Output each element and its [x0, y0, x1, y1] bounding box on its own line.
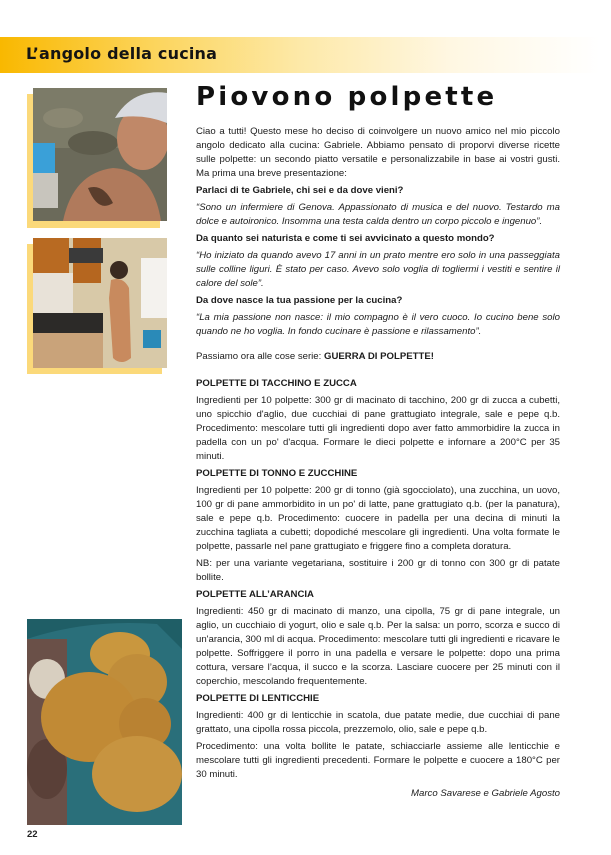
interview-question: Da quanto sei naturista e come ti sei avvicinato a questo mondo?: [196, 233, 495, 244]
article-body: [196, 125, 560, 804]
interview-question: Da dove nasce la tua passione per la cucina?: [196, 295, 403, 306]
section-title: L’angolo della cucina: [26, 44, 218, 63]
transition-line: [196, 350, 560, 364]
recipe-text: Ingredienti per 10 polpette: 300 gr di macinato di tacchino, 200 gr di zucca a cubetti, uno spicchio d'aglio, due cucchiai di pane grattugiato integrale, sale e pepe q.b. Procedimento: mescolare tutti gli ingredienti dopo aver fatto ammorbidire la zucca in padella con un po' d'acqua. Formare le dieci polpette e infornare a 200°C per 35 minuti.: [196, 395, 560, 462]
recipe-text: Procedimento: una volta bollite le patate, schiacciarle assieme alle lenticchie e mescolare tutti gli ingredienti precedenti. Formare le polpette e cuocere a 180°C per 30 minuti.: [196, 741, 560, 780]
kitchen-photo-image: [33, 238, 167, 368]
recipe-title: POLPETTE DI LENTICCHIE: [196, 693, 320, 704]
interview-answer: “Sono un infermiere di Genova. Appassionato di musica e del nuovo. Testardo ma dolce e autoironico. Insomma una testa calda dentro un corpo piccolo e ingenuo”.: [196, 202, 560, 227]
portrait-photo-image: [33, 88, 167, 221]
transition-text: Passiamo ora alle cose serie:: [196, 351, 324, 362]
transition-emphasis: GUERRA DI POLPETTE!: [323, 351, 434, 362]
intro-paragraph: Ciao a tutti! Questo mese ho deciso di coinvolgere un nuovo amico nel mio piccolo angolo dedicato alla cucina: Gabriele. Abbiamo pensato di proporvi diverse ricette sulle polpette: un secondo piatto versatile e personalizzabile in base ai vostri gusti. Ma prima una breve presentazione:: [196, 126, 560, 179]
recipe-text: Ingredienti: 400 gr di lenticchie in scatola, due patate medie, due cucchiai di pane grattato, una cipolla rossa piccola, prezzemolo, olio, sale e pepe q.b.: [196, 710, 560, 735]
photo-portrait: [27, 88, 167, 228]
recipe-note: NB: per una variante vegetariana, sostituire i 200 gr di tonno con 300 gr di patate bollite.: [196, 558, 560, 583]
interview-answer: “Ho iniziato da quando avevo 17 anni in un prato mentre ero solo in una passeggiata sulle colline liguri. È stato per caso. Avevo solo voglia di togliermi i vestiti e sentire il calore del sole”.: [196, 250, 560, 289]
recipe-title: POLPETTE DI TONNO E ZUCCHINE: [196, 468, 358, 479]
article-title: Piovono polpette: [196, 82, 498, 112]
meatballs-photo: [27, 619, 182, 825]
section-banner: [0, 37, 600, 73]
recipe-title: POLPETTE DI TACCHINO E ZUCCA: [196, 378, 357, 389]
recipe-title: POLPETTE ALL’ARANCIA: [196, 589, 314, 600]
photo-kitchen: [27, 238, 167, 374]
interview-answer: “La mia passione non nasce: il mio compagno è il vero cuoco. Io cucino bene solo quando ne ho voglia. In fondo cucinare è passione e rilassamento”.: [196, 312, 560, 337]
recipe-text: Ingredienti: 450 gr di macinato di manzo, una cipolla, 75 gr di pane integrale, un aglio, un cucchiaio di yogurt, olio e sale q.b. Per la salsa: un porro, scorza e succo di un'arancia, 300 ml di acqua. Procedimento: mescolare tutti gli ingredienti e ricavare le polpette. Soffriggere il porro in una padella e versare le polpette: dopo una prima cottura, versare l’acqua, il succo e la scorza. Lasciare cuocere per 25 minuti con il coperchio, mescolando frequentemente.: [196, 606, 560, 687]
recipe-text: Ingredienti per 10 polpette: 200 gr di tonno (già sgocciolato), una zucchina, un uovo, 100 gr di pane ammorbidito in un po' di latte, pane grattugiato q.b. (per la panatura), sale e pepe q.b. Procedimento: cuocere in padella per una decina di minuti la zucchina tagliata a cubetti; dopodiché mescolare gli ingredienti. Una volta formate le polpette, passarle nel pane grattugiato e friggere fino a completa doratura.: [196, 485, 560, 552]
page-number: 22: [27, 829, 38, 840]
interview-question: Parlaci di te Gabriele, chi sei e da dove vieni?: [196, 185, 404, 196]
author-signature: Marco Savarese e Gabriele Agosto: [411, 788, 560, 799]
